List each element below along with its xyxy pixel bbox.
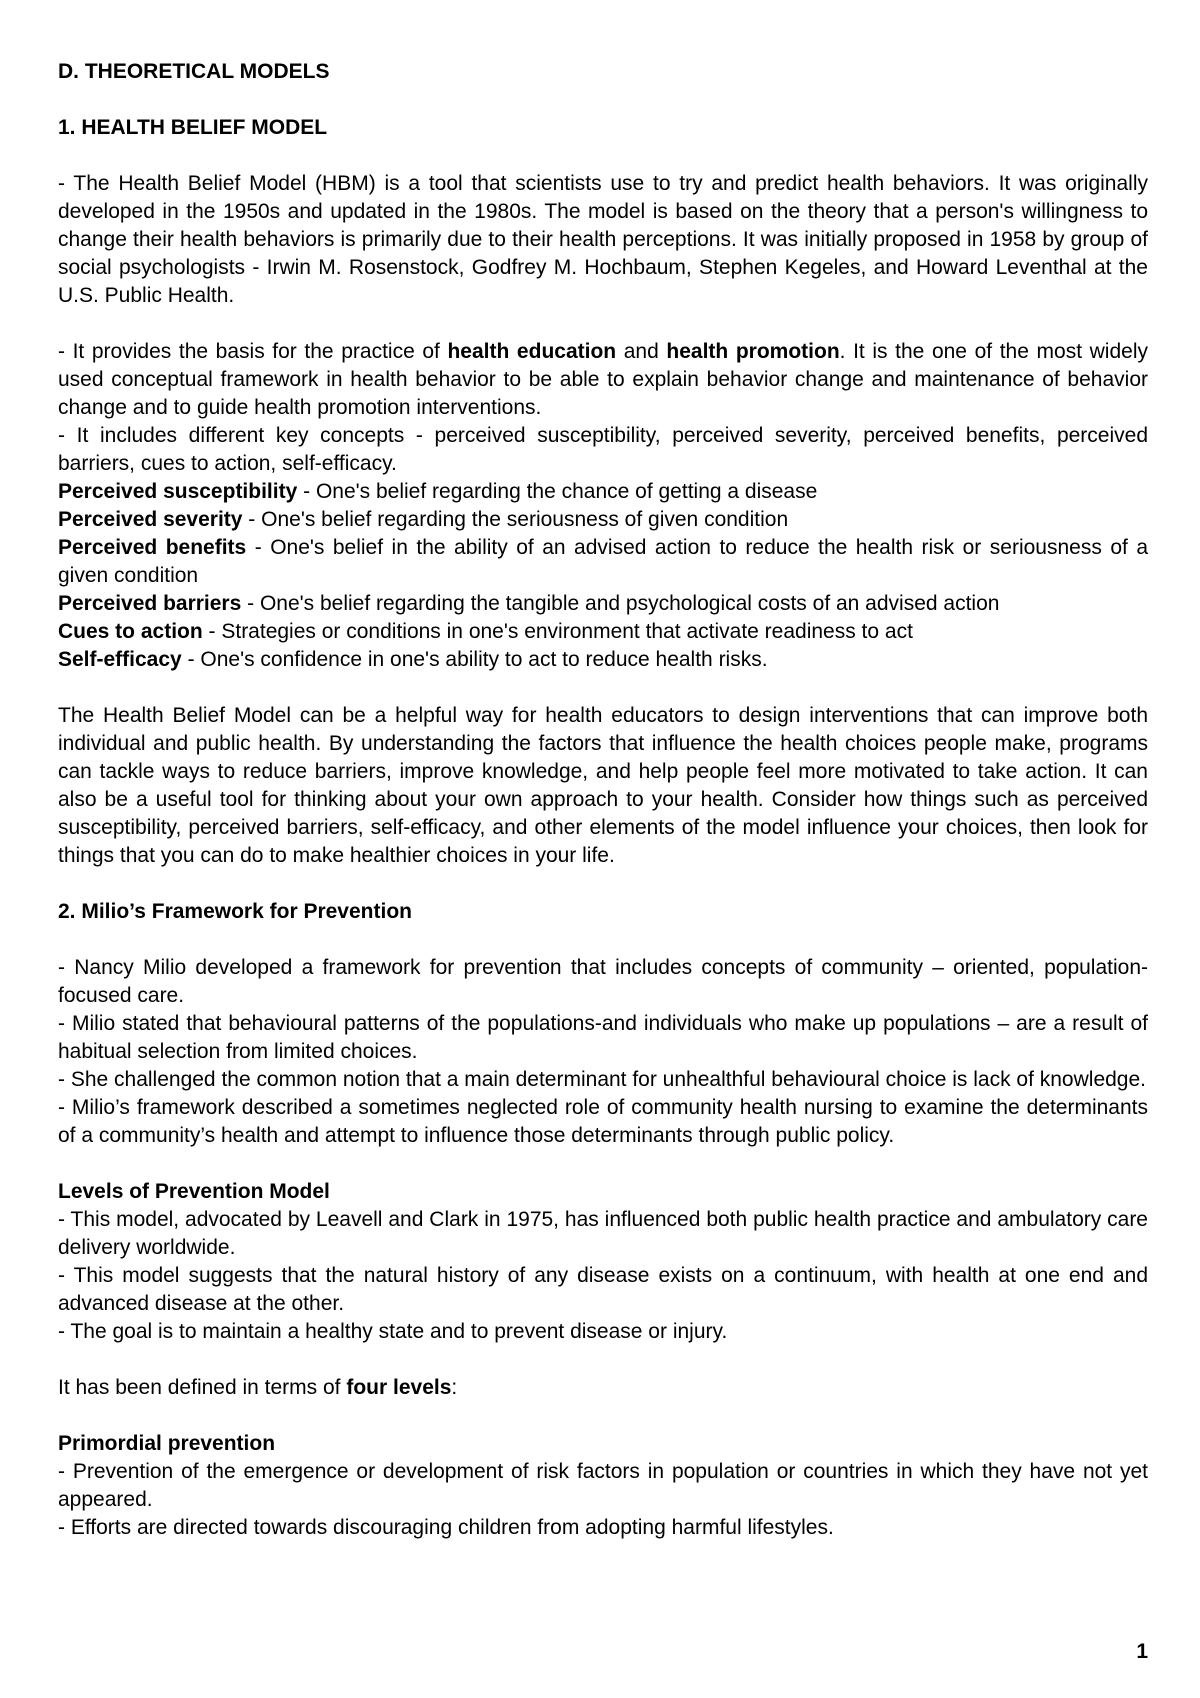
levels-point: - The goal is to maintain a healthy state and to prevent disease or injury. (58, 1320, 728, 1343)
milio-heading: 2. Milio’s Framework for Prevention (58, 900, 412, 923)
concept-definition: - Strategies or conditions in one's environment that activate readiness to act (202, 620, 913, 643)
concept-definition: - One's belief regarding the seriousness of given condition (242, 508, 789, 531)
milio-point: - Milio’s framework described a sometimes neglected role of community health nursing to examine the determinants of a community’s health and attempt to influence those determinants through public policy. (58, 1096, 1148, 1147)
concept-term: Self-efficacy (58, 648, 182, 671)
milio-point: - She challenged the common notion that a main determinant for unhealthful behavioural choice is lack of knowledge. (58, 1068, 1146, 1091)
hbm-basis-text-2: and (616, 340, 667, 363)
hbm-basis-bold-1: health education (447, 340, 617, 363)
milio-point: - Milio stated that behavioural patterns of the populations-and individuals who make up populations – are a result of habitual selection from limited choices. (58, 1012, 1148, 1063)
hbm-concepts-intro: - It includes different key concepts - perceived susceptibility, perceived severity, perceived benefits, perceived barriers, cues to action, self-efficacy. (58, 424, 1148, 475)
concept-term: Perceived benefits (58, 536, 247, 559)
hbm-intro-paragraph: - The Health Belief Model (HBM) is a tool that scientists use to try and predict health behaviors. It was originally developed in the 1950s and updated in the 1980s. The model is based on the theory that a person's willingness to change their health behaviors is primarily due to their health perceptions. It was initially proposed in 1958 by group of social psychologists - Irwin M. Rosenstock, Godfrey M. Hochbaum, Stephen Kegeles, and Howard Leventhal at the U.S. Public Health. (58, 172, 1148, 307)
levels-point: - This model, advocated by Leavell and Clark in 1975, has influenced both public health practice and ambulatory care delivery worldwide. (58, 1208, 1148, 1259)
concept-item (58, 618, 1148, 646)
primordial-heading: Primordial prevention (58, 1432, 276, 1455)
concept-definition: - One's confidence in one's ability to act to reduce health risks. (181, 648, 768, 671)
hbm-basis-text-1: - It provides the basis for the practice of (58, 340, 448, 363)
levels-heading: Levels of Prevention Model (58, 1180, 330, 1203)
four-levels-bold: four levels (346, 1376, 452, 1399)
section-title: D. THEORETICAL MODELS (58, 60, 330, 83)
concept-item (58, 646, 1148, 674)
concept-term: Perceived barriers (58, 592, 242, 615)
hbm-basis-paragraph (58, 338, 1148, 422)
concept-item (58, 506, 1148, 534)
four-levels-line (58, 1374, 1148, 1402)
milio-point: - Nancy Milio developed a framework for prevention that includes concepts of community – oriented, population- focused care. (58, 956, 1148, 1007)
four-levels-text-1: It has been defined in terms of (58, 1376, 347, 1399)
page-number: 1 (1136, 1640, 1148, 1663)
concept-item (58, 590, 1148, 618)
hbm-basis-bold-2: health promotion (666, 340, 840, 363)
primordial-point: - Prevention of the emergence or development of risk factors in population or countries in which they have not yet appeared. (58, 1460, 1148, 1511)
four-levels-text-2: : (451, 1376, 458, 1399)
concept-term: Perceived severity (58, 508, 243, 531)
document-body (58, 58, 1148, 1542)
levels-point: - This model suggests that the natural history of any disease exists on a continuum, with health at one end and advanced disease at the other. (58, 1264, 1148, 1315)
hbm-heading: 1. HEALTH BELIEF MODEL (58, 116, 328, 139)
hbm-basis-text-3: . It is the one of the most widely used conceptual framework in health behavior to be able to explain behavior change and maintenance of behavior change and to guide health promotion interventions. (58, 340, 1148, 419)
concept-term: Cues to action (58, 620, 203, 643)
concept-item (58, 478, 1148, 506)
concept-item (58, 534, 1148, 590)
concept-definition: - One's belief regarding the chance of getting a disease (297, 480, 818, 503)
primordial-point: - Efforts are directed towards discouraging children from adopting harmful lifestyles. (58, 1516, 834, 1539)
concept-definition: - One's belief regarding the tangible and psychological costs of an advised action (241, 592, 1000, 615)
concept-term: Perceived susceptibility (58, 480, 298, 503)
concept-definition: - One's belief in the ability of an advised action to reduce the health risk or seriousness of a given condition (58, 536, 1148, 587)
hbm-summary-paragraph: The Health Belief Model can be a helpful way for health educators to design interventions that can improve both individual and public health. By understanding the factors that influence the health choices people make, programs can tackle ways to reduce barriers, improve knowledge, and help people feel more motivated to take action. It can also be a useful tool for thinking about your own approach to your health. Consider how things such as perceived susceptibility, perceived barriers, self-efficacy, and other elements of the model influence your choices, then look for things that you can do to make healthier choices in your life. (58, 704, 1148, 867)
